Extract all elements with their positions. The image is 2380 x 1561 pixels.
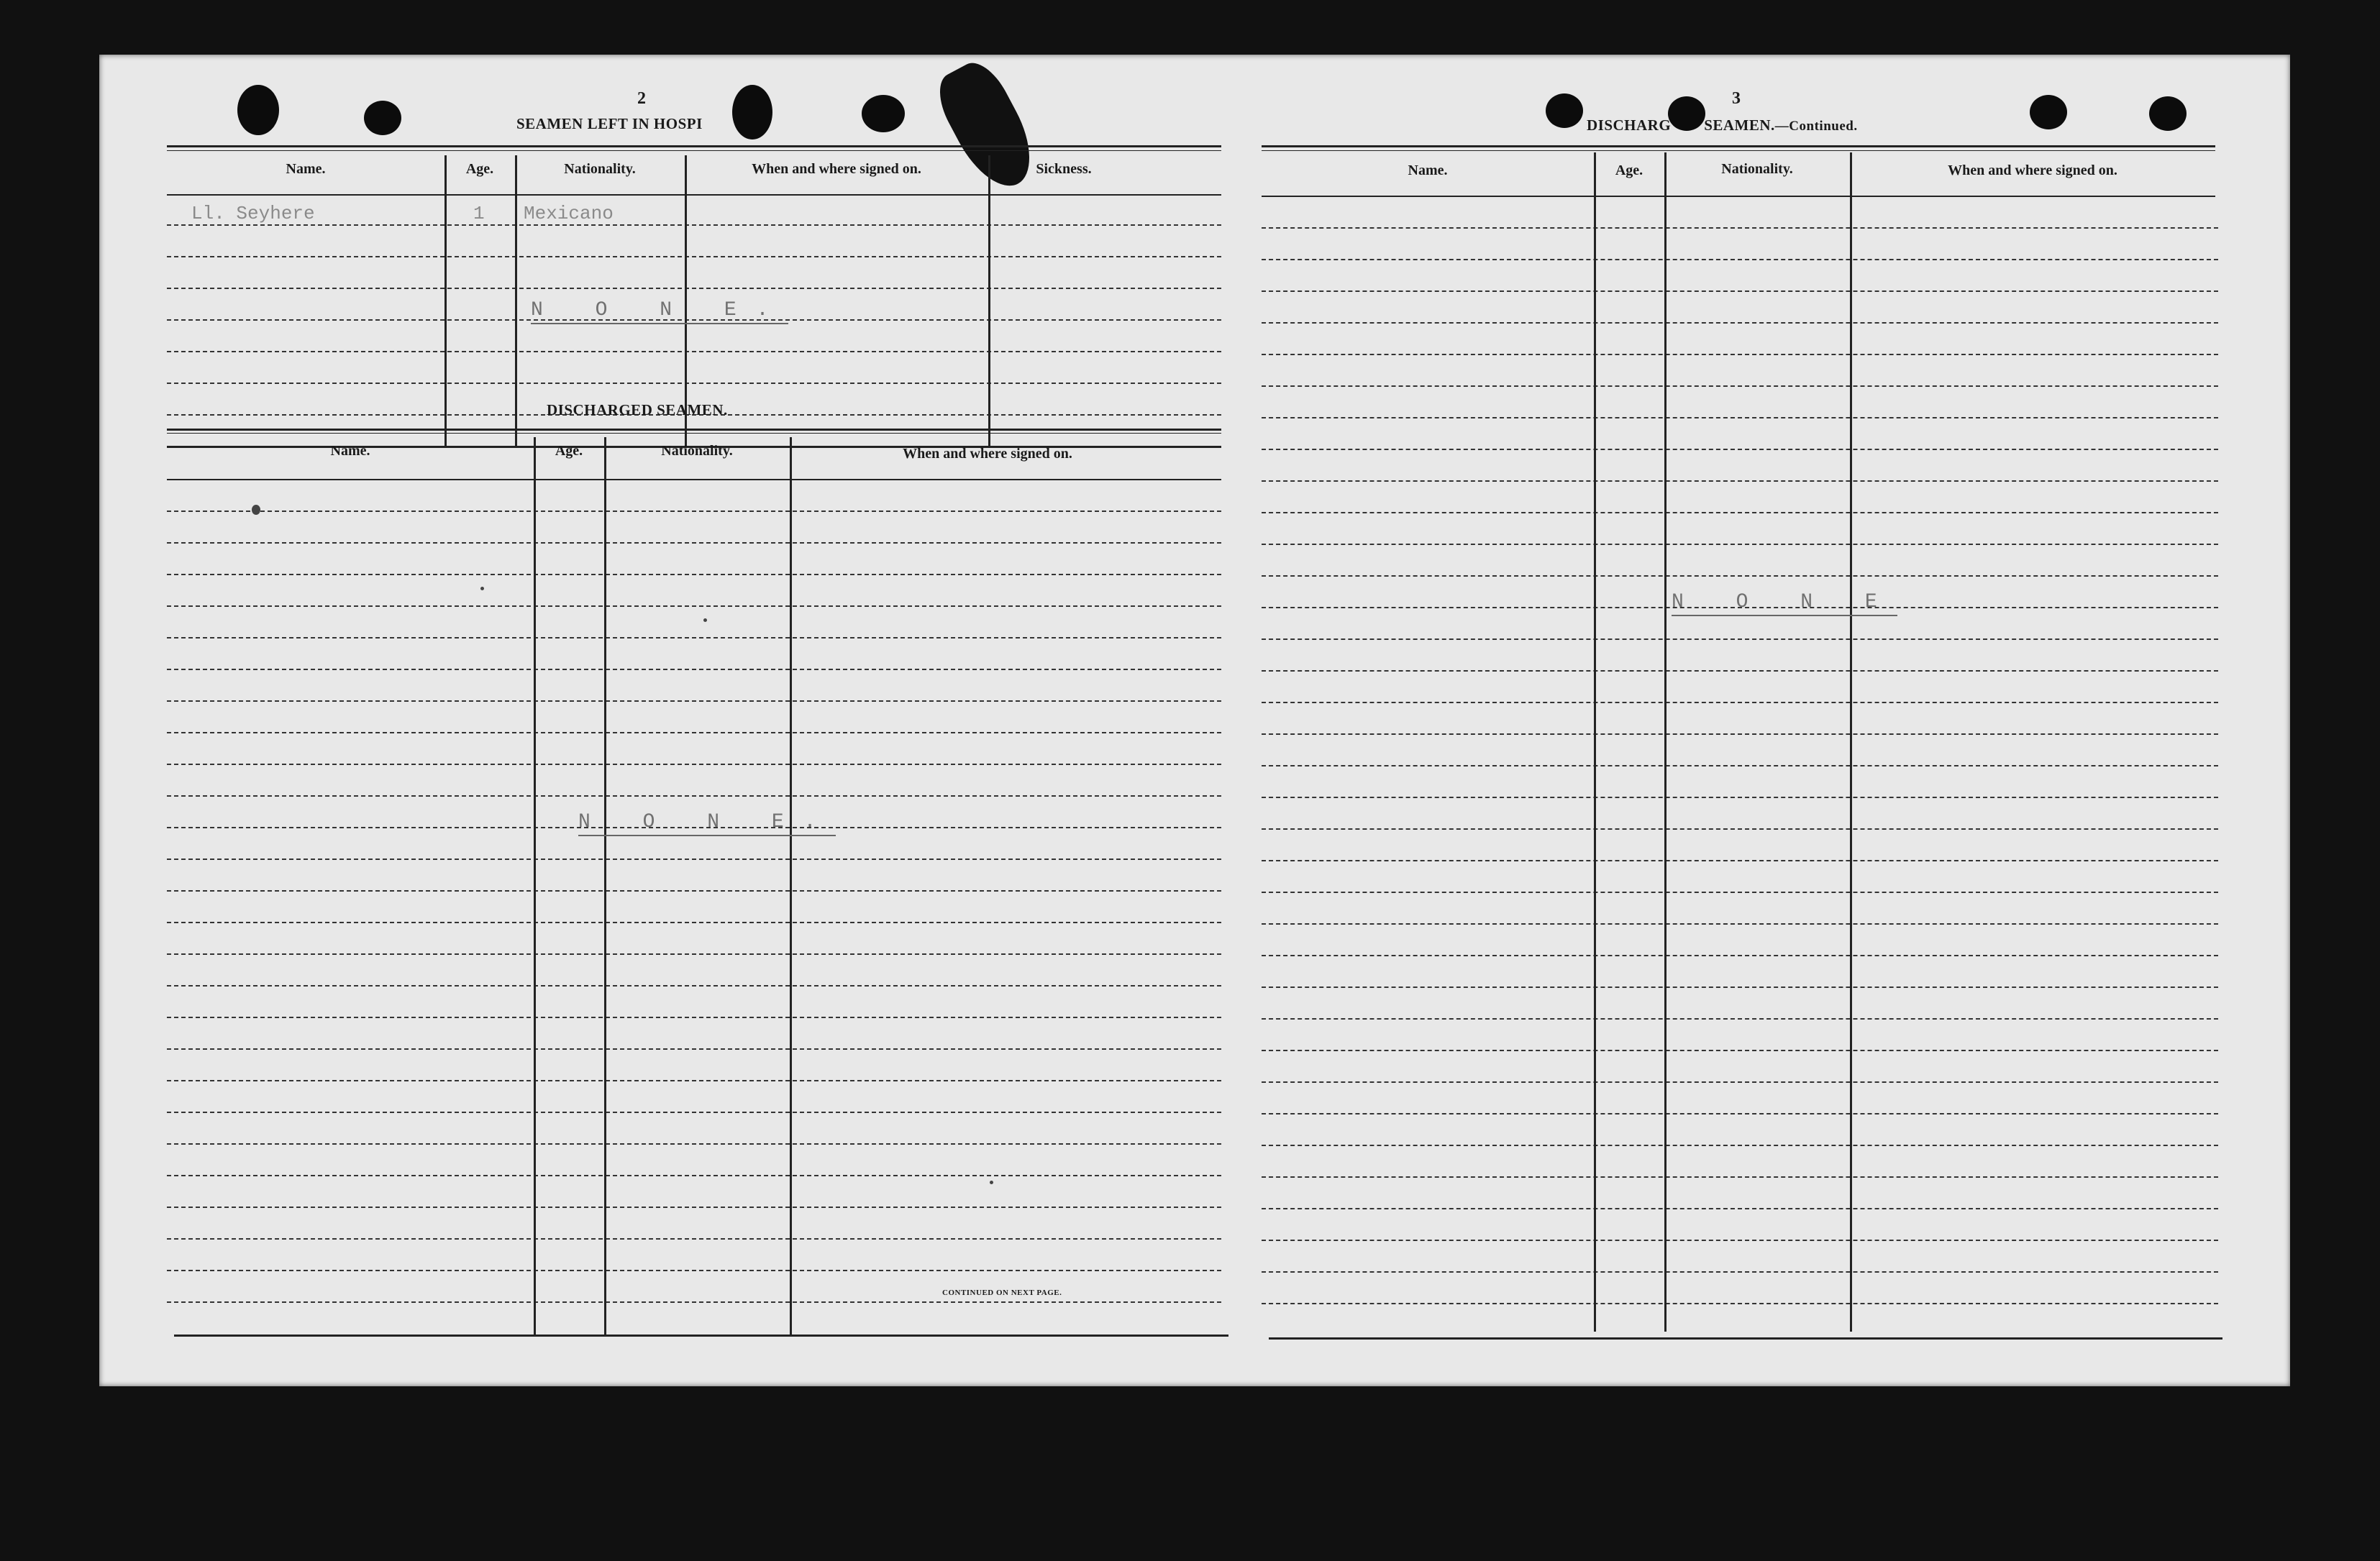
table-row <box>1262 1240 2218 1241</box>
column-divider <box>790 437 792 1335</box>
table-row <box>1262 1081 2218 1083</box>
discharged-rows-left <box>167 479 1221 1335</box>
table-row <box>1262 923 2218 925</box>
discharged-section-title: DISCHARGED SEAMEN. <box>547 401 728 418</box>
table-row <box>167 1048 1221 1050</box>
table-row <box>167 574 1221 575</box>
punch-hole <box>732 85 772 139</box>
table-rule <box>167 145 1221 147</box>
table-row <box>167 288 1221 289</box>
right-section-title <box>1587 116 1858 134</box>
table-row <box>1262 1303 2218 1304</box>
faint-age-entry: 1 <box>473 203 485 224</box>
table-row <box>1262 1113 2218 1114</box>
column-header-name: Name. <box>1408 162 1448 178</box>
column-divider <box>988 155 990 446</box>
table-row <box>167 1112 1221 1113</box>
table-row <box>1262 1271 2218 1273</box>
hospital-section-title: SEAMEN LEFT IN HOSPI <box>516 115 703 132</box>
table-row <box>167 953 1221 955</box>
table-rule <box>1262 145 2215 147</box>
punch-hole <box>364 101 401 135</box>
table-row <box>167 542 1221 544</box>
ink-spot <box>990 1181 993 1184</box>
table-row <box>1262 860 2218 861</box>
page-number-left: 2 <box>637 89 646 108</box>
table-row <box>167 732 1221 733</box>
column-header-signed-on: When and where signed on. <box>903 446 1072 462</box>
title-part-2: SEAMEN. <box>1704 116 1775 134</box>
table-row <box>1262 892 2218 893</box>
table-row <box>167 1301 1221 1303</box>
column-divider <box>1850 152 1852 1332</box>
table-row <box>1262 828 2218 830</box>
ink-spot <box>252 505 260 515</box>
title-part-1: DISCHARG <box>1587 116 1672 134</box>
table-row <box>167 1080 1221 1081</box>
table-row <box>167 1143 1221 1145</box>
table-row <box>1262 1018 2218 1020</box>
table-row <box>1262 1145 2218 1146</box>
table-row <box>1262 1208 2218 1209</box>
table-row <box>167 224 1221 226</box>
column-header-age: Age. <box>555 443 583 459</box>
punch-hole <box>2030 95 2067 129</box>
table-rule <box>167 433 1221 434</box>
table-rule <box>1269 1337 2222 1340</box>
table-row <box>167 985 1221 987</box>
table-row <box>1262 955 2218 956</box>
table-rule <box>167 429 1221 431</box>
document-sheet <box>99 55 2290 1386</box>
table-row <box>1262 733 2218 735</box>
column-divider <box>534 437 536 1335</box>
table-row <box>1262 544 2218 545</box>
column-divider <box>444 155 447 446</box>
column-header-signed-on: When and where signed on. <box>1948 162 2117 178</box>
table-row <box>1262 227 2218 229</box>
table-row <box>167 256 1221 257</box>
table-row <box>167 669 1221 670</box>
table-row <box>167 890 1221 892</box>
table-row <box>1262 987 2218 988</box>
table-row <box>167 605 1221 607</box>
table-row <box>1262 1050 2218 1051</box>
column-header-nationality: Nationality. <box>1721 161 1793 177</box>
column-divider <box>1594 152 1596 1332</box>
column-header-age: Age. <box>465 161 494 177</box>
table-row <box>167 1207 1221 1208</box>
table-row <box>167 351 1221 352</box>
discharged-rows-right <box>1262 196 2218 1335</box>
table-row <box>1262 670 2218 672</box>
table-row <box>1262 575 2218 577</box>
table-row <box>167 383 1221 384</box>
column-header-age: Age. <box>1615 162 1643 178</box>
column-header-nationality: Nationality. <box>564 161 636 177</box>
continued-note: CONTINUED ON NEXT PAGE. <box>942 1288 1062 1297</box>
column-divider <box>515 155 517 446</box>
table-row <box>167 1175 1221 1176</box>
column-header-nationality: Nationality. <box>661 443 733 459</box>
table-row <box>1262 449 2218 450</box>
punch-hole <box>237 85 279 135</box>
ink-spot <box>480 587 484 590</box>
table-row <box>1262 702 2218 703</box>
table-row <box>167 511 1221 512</box>
column-header-name: Name. <box>330 443 370 459</box>
column-header-sickness: Sickness. <box>1036 161 1092 177</box>
table-row <box>167 637 1221 638</box>
table-row <box>1262 385 2218 387</box>
table-row <box>167 859 1221 860</box>
table-row <box>1262 259 2218 260</box>
table-row <box>167 795 1221 797</box>
table-rule <box>174 1335 1228 1337</box>
punch-hole <box>1546 93 1583 128</box>
table-rule <box>167 150 1221 151</box>
table-row <box>1262 512 2218 513</box>
punch-hole <box>2149 96 2187 131</box>
table-rule <box>1262 150 2215 151</box>
column-divider <box>1664 152 1667 1332</box>
table-row <box>167 700 1221 702</box>
column-header-signed-on: When and where signed on. <box>752 161 921 177</box>
table-row <box>1262 417 2218 418</box>
table-row <box>1262 480 2218 482</box>
table-row <box>167 1238 1221 1240</box>
punch-hole <box>862 95 905 132</box>
table-row <box>167 1270 1221 1271</box>
table-row <box>167 922 1221 923</box>
column-header-name: Name. <box>286 161 326 177</box>
table-row <box>167 1017 1221 1018</box>
table-row <box>1262 765 2218 766</box>
faint-name-entry: Ll. Seyhere <box>191 203 315 224</box>
hospital-none-entry: N O N E. <box>531 299 788 324</box>
table-row <box>1262 322 2218 324</box>
table-row <box>1262 797 2218 798</box>
table-row <box>1262 354 2218 355</box>
table-row <box>1262 290 2218 292</box>
discharged-none-entry: N O N E. <box>578 811 836 836</box>
title-continued: —Continued. <box>1774 119 1858 134</box>
table-row <box>1262 638 2218 640</box>
right-none-entry: N O N E <box>1672 591 1897 616</box>
ink-spot <box>703 618 707 622</box>
table-row <box>167 764 1221 765</box>
column-divider <box>604 437 606 1335</box>
faint-nationality-entry: Mexicano <box>524 203 614 224</box>
table-row <box>1262 1176 2218 1178</box>
page-number-right: 3 <box>1732 89 1741 108</box>
